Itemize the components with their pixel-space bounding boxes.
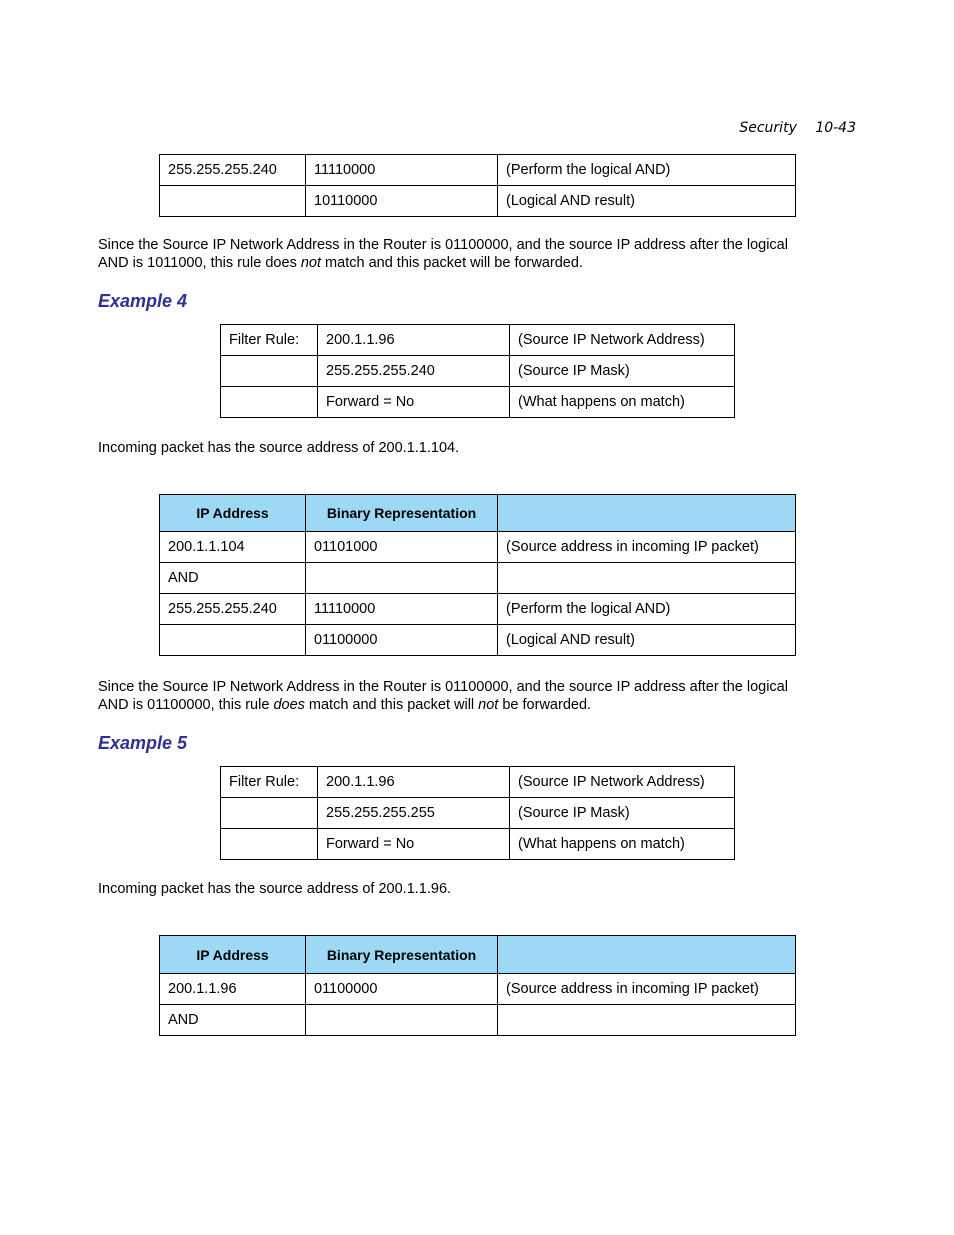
table-row	[160, 186, 796, 217]
table-cell: 255.255.255.240	[318, 356, 510, 387]
table-row	[221, 325, 735, 356]
table-cell: (Source IP Mask)	[510, 356, 735, 387]
header-section-title: Security	[739, 120, 797, 136]
table-cell: (Perform the logical AND)	[498, 594, 796, 625]
table-cell: 255.255.255.255	[318, 798, 510, 829]
table-cell	[160, 625, 306, 656]
table-cell: (What happens on match)	[510, 829, 735, 860]
emphasis-text: does	[273, 697, 305, 713]
example-4-incoming-text: Incoming packet has the source address of 200.1.1.104.	[98, 440, 460, 456]
table-cell: AND	[160, 563, 306, 594]
paragraph-result-2	[98, 678, 858, 714]
table-row	[160, 1005, 796, 1036]
table-cell: 10110000	[306, 186, 498, 217]
table-cell	[221, 798, 318, 829]
example-4-binary-table	[159, 494, 796, 656]
header-page-number: 10-43	[815, 120, 856, 136]
table-cell: 11110000	[306, 594, 498, 625]
column-header: IP Address	[160, 936, 306, 974]
table-cell: (Logical AND result)	[498, 186, 796, 217]
table-cell	[498, 563, 796, 594]
table-cell: 200.1.1.104	[160, 532, 306, 563]
paragraph-text: AND is 1011000, this rule does	[98, 255, 301, 271]
top-binary-table	[159, 154, 796, 217]
paragraph-text: match and this packet will	[304, 697, 479, 713]
table-cell: (Source IP Network Address)	[510, 767, 735, 798]
table-cell	[221, 356, 318, 387]
table-cell: 255.255.255.240	[160, 594, 306, 625]
table-row	[221, 767, 735, 798]
table-cell: 200.1.1.96	[318, 325, 510, 356]
table-cell: (Perform the logical AND)	[498, 155, 796, 186]
table-cell: 200.1.1.96	[318, 767, 510, 798]
table-cell	[306, 563, 498, 594]
example-5-incoming-text: Incoming packet has the source address of 200.1.1.96.	[98, 881, 452, 897]
table-cell: 255.255.255.240	[160, 155, 306, 186]
column-header: IP Address	[160, 495, 306, 532]
table-cell: (Source address in incoming IP packet)	[498, 974, 796, 1005]
table-cell: (Source address in incoming IP packet)	[498, 532, 796, 563]
example-5-binary-table	[159, 935, 796, 1036]
table-cell: (What happens on match)	[510, 387, 735, 418]
table-row	[160, 974, 796, 1005]
table-cell: 200.1.1.96	[160, 974, 306, 1005]
paragraph-line: Since the Source IP Network Address in the Router is 01100000, and the source IP address after the logical	[98, 679, 788, 695]
emphasis-text: not	[478, 697, 499, 713]
table-row	[221, 356, 735, 387]
table-row	[221, 798, 735, 829]
example-4-heading: Example 4	[98, 291, 188, 311]
column-header: Binary Representation	[306, 495, 498, 532]
table-header-row	[160, 495, 796, 532]
table-cell: (Logical AND result)	[498, 625, 796, 656]
paragraph-text: AND is 01100000, this rule	[98, 697, 274, 713]
table-row	[160, 625, 796, 656]
table-cell	[221, 387, 318, 418]
table-row	[160, 532, 796, 563]
table-cell: AND	[160, 1005, 306, 1036]
table-cell	[160, 186, 306, 217]
column-header: Binary Representation	[306, 936, 498, 974]
paragraph-result-1	[98, 236, 858, 272]
column-header	[498, 936, 796, 974]
paragraph-line: Since the Source IP Network Address in the Router is 01100000, and the source IP address after the logical	[98, 237, 788, 253]
paragraph-text: match and this packet will be forwarded.	[321, 255, 583, 271]
table-cell: 01100000	[306, 625, 498, 656]
table-row	[160, 563, 796, 594]
example-4-filter-table	[220, 324, 735, 418]
table-header-row	[160, 936, 796, 974]
paragraph-text: be forwarded.	[498, 697, 592, 713]
table-cell: 11110000	[306, 155, 498, 186]
table-cell: (Source IP Network Address)	[510, 325, 735, 356]
column-header	[498, 495, 796, 532]
table-cell: Filter Rule:	[221, 767, 318, 798]
table-row	[160, 155, 796, 186]
table-row	[221, 387, 735, 418]
table-cell: 01101000	[306, 532, 498, 563]
example-5-filter-table	[220, 766, 735, 860]
table-row	[160, 594, 796, 625]
table-cell: 01100000	[306, 974, 498, 1005]
emphasis-text: not	[300, 255, 322, 271]
table-cell	[306, 1005, 498, 1036]
table-cell: Forward = No	[318, 387, 510, 418]
table-cell: Filter Rule:	[221, 325, 318, 356]
table-cell: (Source IP Mask)	[510, 798, 735, 829]
table-cell	[221, 829, 318, 860]
table-cell: Forward = No	[318, 829, 510, 860]
page-header	[739, 120, 856, 136]
table-row	[221, 829, 735, 860]
table-cell	[498, 1005, 796, 1036]
example-5-heading: Example 5	[98, 733, 188, 753]
